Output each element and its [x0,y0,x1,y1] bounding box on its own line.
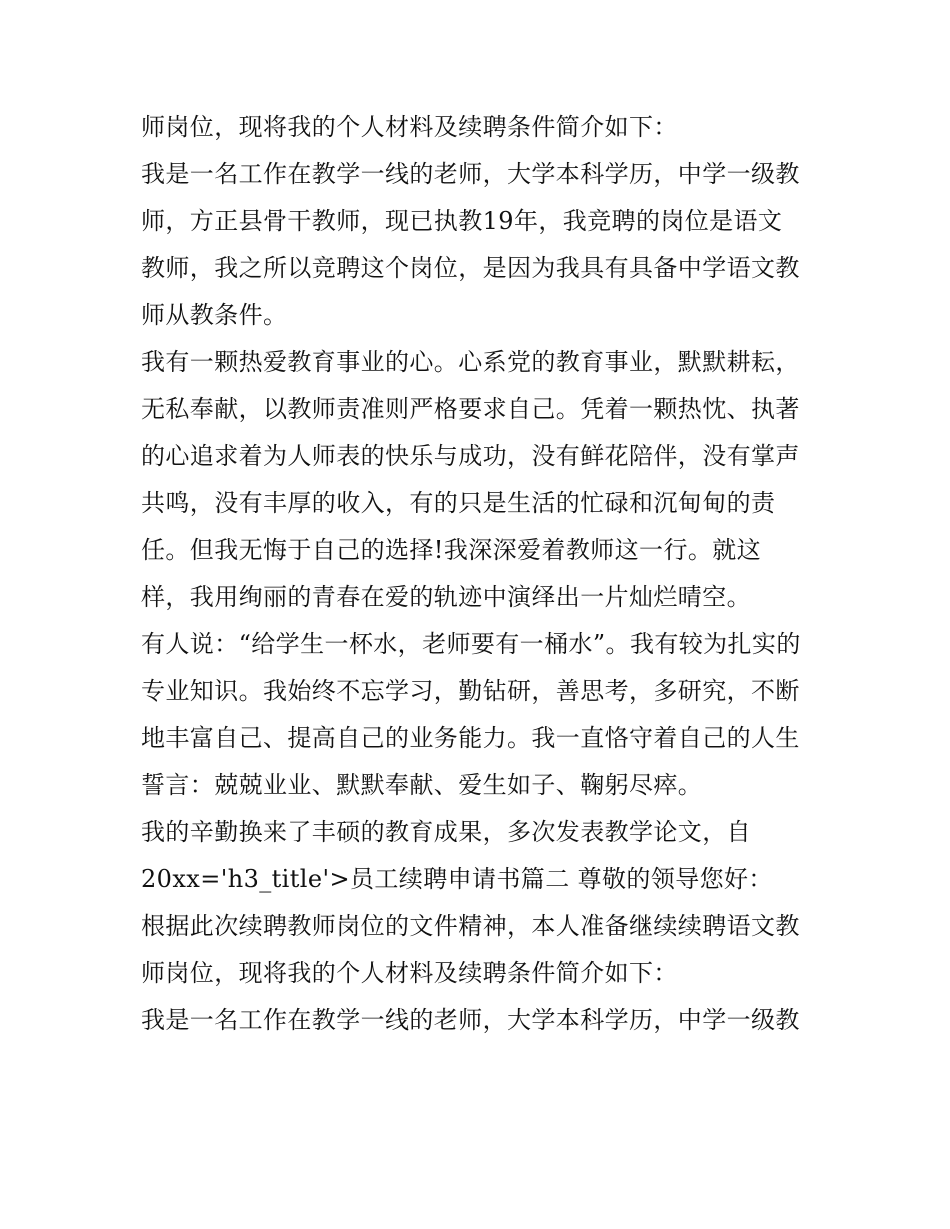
text-line: 的心追求着为人师表的快乐与成功，没有鲜花陪伴，没有掌声 [141,442,800,470]
text-line: 无私奉献，以教师责准则严格要求自己。凭着一颗热忱、执著 [141,395,800,423]
text-line: 我是一名工作在教学一线的老师，大学本科学历，中学一级教 [141,1006,800,1034]
text-line: 样，我用绚丽的青春在爱的轨迹中演绎出一片灿烂晴空。 [141,583,751,611]
text-line: 我有一颗热爱教育事业的心。心系党的教育事业，默默耕耘， [141,348,800,376]
text-line: 20xx='h3_title'>员工续聘申请书篇二 尊敬的领导您好： [141,865,773,893]
text-line: 师岗位，现将我的个人材料及续聘条件简介如下： [141,113,678,141]
text-line: 师从教条件。 [141,301,288,329]
text-line: 我的辛勤换来了丰硕的教育成果，多次发表教学论文，自 [141,818,751,846]
text-line: 任。但我无悔于自己的选择!我深深爱着教师这一行。就这 [141,536,762,564]
text-line: 我是一名工作在教学一线的老师，大学本科学历，中学一级教 [141,160,800,188]
text-line: 共鸣，没有丰厚的收入，有的只是生活的忙碌和沉甸甸的责 [141,489,776,517]
text-line: 师岗位，现将我的个人材料及续聘条件简介如下： [141,959,678,987]
text-line: 师，方正县骨干教师，现已执教19年，我竞聘的岗位是语文 [141,207,783,235]
text-line: 教师，我之所以竞聘这个岗位，是因为我具有具备中学语文教 [141,254,800,282]
text-line: 专业知识。我始终不忘学习，勤钻研，善思考，多研究，不断 [141,677,800,705]
text-line: 地丰富自己、提高自己的业务能力。我一直恪守着自己的人生 [141,724,800,752]
text-line: 根据此次续聘教师岗位的文件精神，本人准备继续续聘语文教 [141,912,800,940]
text-line: 有人说：“给学生一杯水，老师要有一桶水”。我有较为扎实的 [141,630,801,658]
text-line: 誓言：兢兢业业、默默奉献、爱生如子、鞠躬尽瘁。 [141,771,703,799]
document-body [141,104,821,1044]
